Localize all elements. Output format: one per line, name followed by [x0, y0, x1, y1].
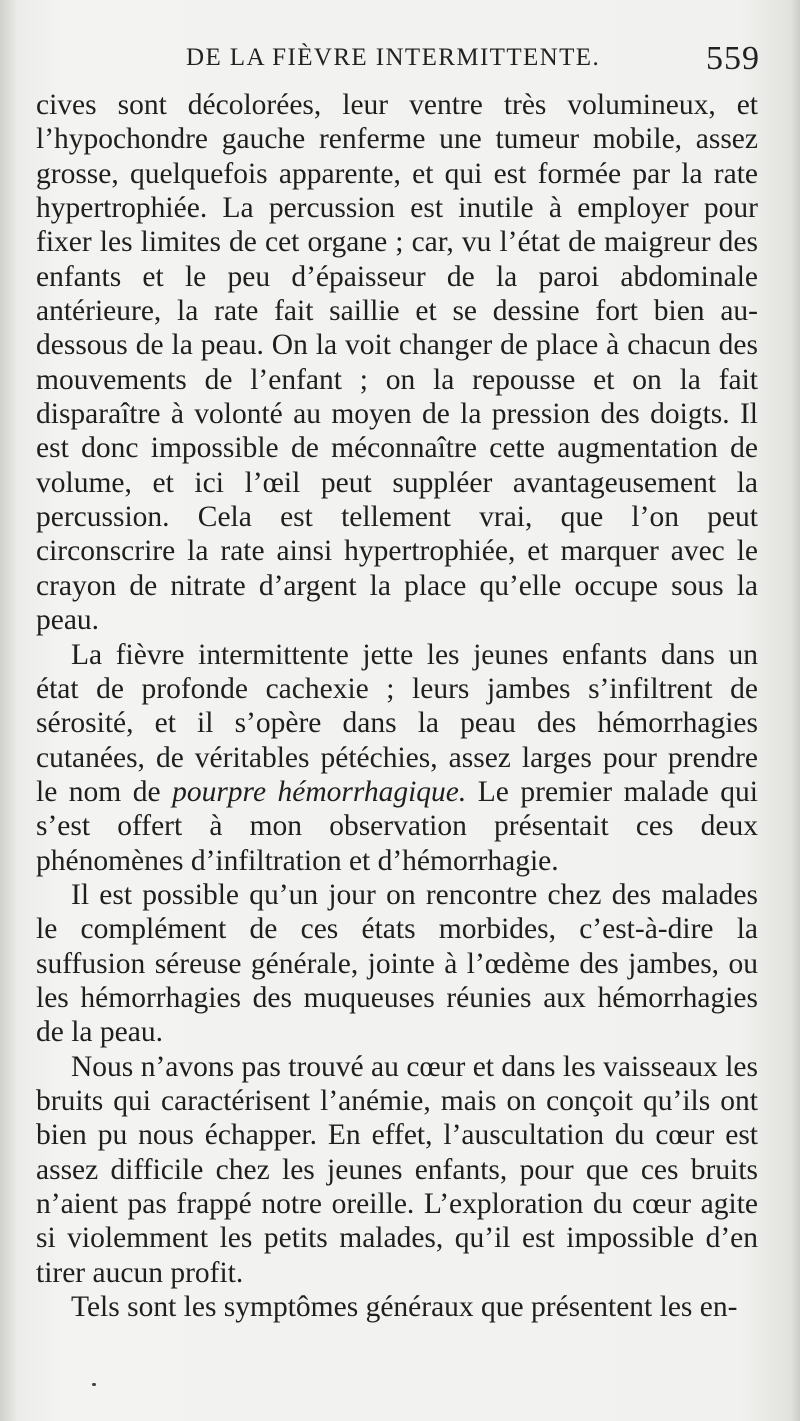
- running-title: DE LA FIÈVRE INTERMITTENTE.: [186, 44, 601, 71]
- page-number: 559: [706, 40, 760, 77]
- paragraph-4: Nous n’avons pas trouvé au cœur et dans les vaisseaux les bruits qui caractérisent l’anémie, mais on conçoit qu’ils ont bien pu nous échapper. En effet, l’auscultation du cœur est assez difficile chez les jeunes enfants, pour que ces bruits n’aient pas frappé notre oreille. L’exploration du cœur agite si violemment les petits malades, qu’il est impossible d’en tirer aucun profit.: [36, 1050, 758, 1289]
- print-speck: [92, 1383, 96, 1386]
- paragraph-3: Il est possible qu’un jour on rencontre chez des malades le complément de ces états morbides, c’est-à-dire la suffusion séreuse générale, jointe à l’œdème des jambes, ou les hémorrhagies des muqueuses réunies aux hémorrhagies de la peau.: [36, 878, 758, 1049]
- paragraph-5: Tels sont les symptômes généraux que présentent les en-: [71, 1291, 738, 1324]
- body-text: [36, 88, 758, 1324]
- italic-term: pourpre hémorrhagique.: [172, 775, 467, 808]
- paragraph-1: cives sont décolorées, leur ventre très volumineux, et l’hypochondre gauche renferme une tumeur mobile, assez grosse, quelquefois apparente, et qui est formée par la rate hypertrophiée. La percussion est inutile à employer pour fixer les limites de cet organe ; car, vu l’état de maigreur des enfants et le peu d’épaisseur de la paroi abdominale antérieure, la rate fait saillie et se dessine fort bien au-dessous de la peau. On la voit changer de place à chacun des mouvements de l’enfant ; on la repousse et on la fait disparaître à volonté au moyen de la pression des doigts. Il est donc impossible de méconnaître cette augmentation de volume, et ici l’œil peut suppléer avantageusement la percussion. Cela est tellement vrai, que l’on peut circonscrire la rate ainsi hypertrophiée, et marquer avec le crayon de nitrate d’argent la place qu’elle occupe sous la peau.: [36, 89, 758, 637]
- paragraph-2-text-after: Le premier malade qui s’est offert à mon observation présentait ces deux phénomènes d’infiltration et d’hémorrhagie.: [36, 775, 758, 877]
- paragraph-2-text-before: La fièvre intermittente jette les jeunes enfants dans un état de profonde cachexie ; leurs jambes s’infiltrent de sérosité, et il s’opère dans la peau des hémorrhagies cutanées, de véritables pétéchies, assez larges pour prendre le nom de: [36, 638, 758, 808]
- paragraph-2: [36, 638, 758, 878]
- page-header: [36, 40, 764, 80]
